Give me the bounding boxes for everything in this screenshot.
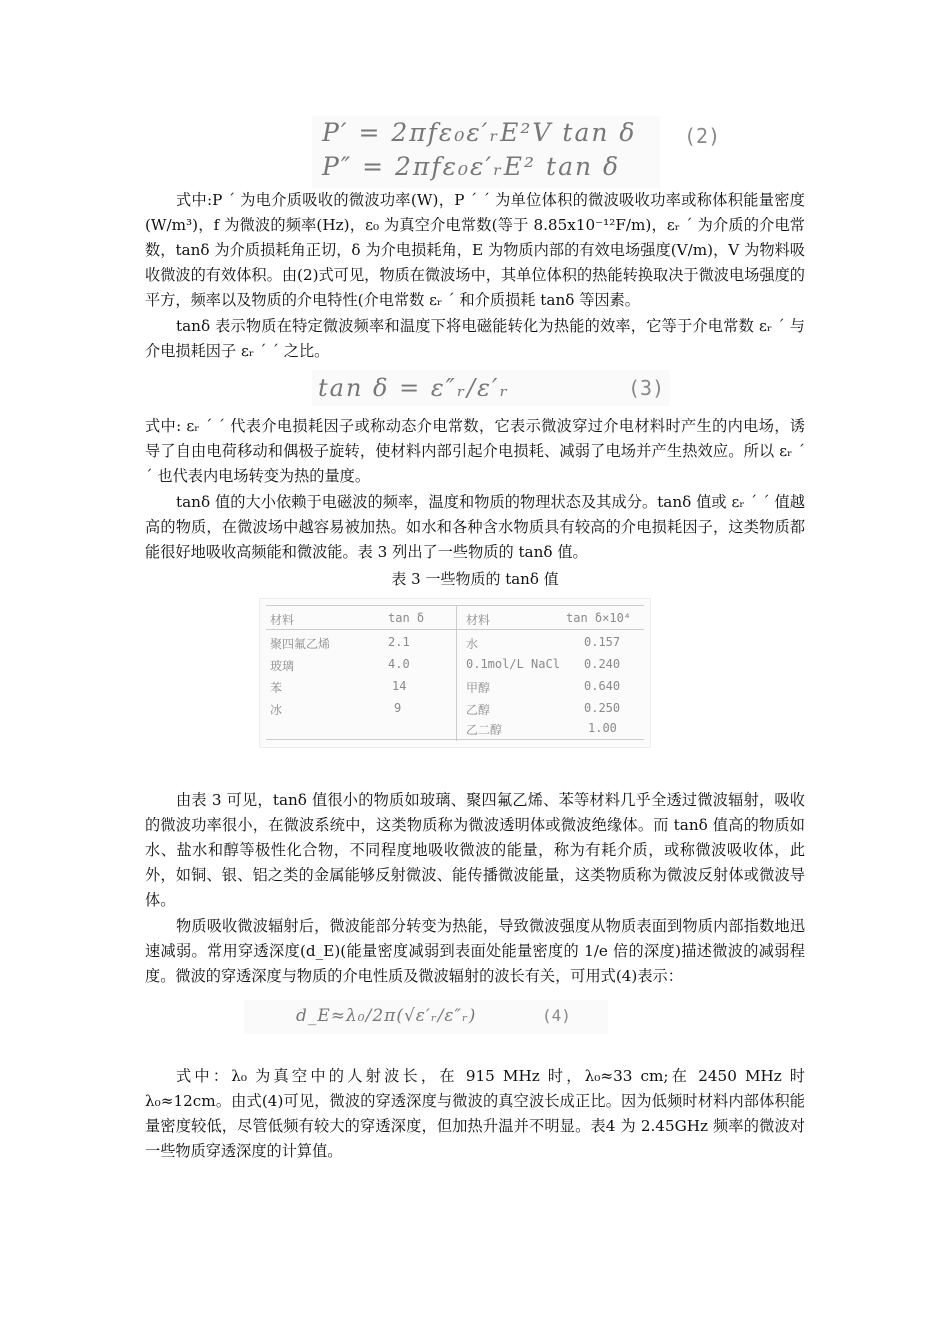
- table-cell: 9: [394, 701, 402, 715]
- table-cell: 乙醇: [466, 703, 491, 717]
- paragraph-2: tanδ 表示物质在特定微波频率和温度下将电磁能转化为热能的效率，它等于介电常数 εᵣ ´ 与介电损耗因子 εᵣ ´ ´ 之比。: [145, 317, 805, 360]
- table-cell: 0.640: [584, 679, 621, 693]
- paragraph-7: 式中：λ₀ 为真空中的人射波长，在 915 MHz 时，λ₀≈33 cm;在 2450 MHz 时 λ₀≈12cm。由式(4)可见，微波的穿透深度与微波的真空波长成正比。因为低频时材料内部体积能量密度较低，尽管低频有较大的穿透深度，但加热升温并不明显。表4 为 2.45GHz 频率的微波对一些物质穿透深度的计算值。: [145, 1067, 805, 1160]
- equation-3-number: (3): [628, 376, 665, 400]
- table-header-tan-left: tan δ: [388, 611, 425, 625]
- paragraph-5: 由表 3 可见，tanδ 值很小的物质如玻璃、聚四氟乙烯、苯等材料几乎全透过微波辐射，吸收的微波功率很小，在微波系统中，这类物质称为微波透明体或微波绝缘体。而 tanδ 值高的物质如水、盐水和醇等极性化合物，不同程度地吸收微波的能量，称为有耗介质，或称微波吸收体，此外，如铜、银、铝之类的金属能够反射微波、能传播微波能量，这类物质称为微波反射体或微波导体。: [145, 791, 805, 909]
- table-cell: 4.0: [388, 657, 410, 671]
- table-cell: 0.157: [584, 635, 621, 649]
- table-cell: 聚四氟乙烯: [270, 637, 331, 651]
- table-cell: 甲醇: [466, 681, 491, 695]
- table-cell: 1.00: [588, 721, 617, 735]
- paragraph-1: 式中:P ´ 为电介质吸收的微波功率(W)，P ´ ´ 为单位体积的微波吸收功率或称体积能量密度(W/m³)，f 为微波的频率(Hz)，ε₀ 为真空介电常数(等于 8.85x10⁻¹²F/m)，εᵣ ´ 为介质的介电常数，tanδ 为介质损耗角正切，δ 为介电损耗角，E 为物质内部的有效电场强度(V/m)，V 为物料吸收微波的有效体积。由(2)式可见，物质在微波场中，其单位体积的热能转换取决于微波电场强度的平方，频率以及物质的介电特性(介电常数 εᵣ ´ 和介质损耗 tanδ 等因素。: [145, 191, 805, 309]
- table-cell: 冰: [270, 703, 283, 717]
- table-cell: 2.1: [388, 635, 410, 649]
- equation-2-line2: P″ = 2πfε₀ε′ᵣE² tan δ: [322, 152, 621, 181]
- table-3: [259, 598, 651, 748]
- paragraph-3: 式中: εᵣ ´ ´ 代表介电损耗因子或称动态介电常数，它表示微波穿过介电材料时产生的内电场，诱导了自由电荷移动和偶极子旋转，使材料内部引起介电损耗、减弱了电场并产生热效应。所以 εᵣ ´ ´ 也代表内电场转变为热的量度。: [145, 417, 805, 485]
- paragraph-4: tanδ 值的大小依赖于电磁波的频率，温度和物质的物理状态及其成分。tanδ 值或 εᵣ ´ ´ 值越高的物质，在微波场中越容易被加热。如水和各种含水物质具有较高的介电损耗因子，这类物质都能很好地吸收高频能和微波能。表 3 列出了一些物质的 tanδ 值。: [145, 493, 805, 561]
- equation-2-number: (2): [684, 124, 721, 148]
- equation-4-number: (4): [542, 1006, 571, 1025]
- table-cell: 苯: [270, 681, 283, 695]
- table-cell: 0.240: [584, 657, 621, 671]
- table-cell: 玻璃: [270, 659, 295, 673]
- table-3-caption: 表 3 一些物质的 tanδ 值: [391, 570, 559, 588]
- table-cell: 乙二醇: [466, 723, 503, 737]
- table-cell: 0.1mol/L NaCl: [466, 657, 560, 671]
- table-header-material-right: 材料: [466, 613, 491, 627]
- equation-4-text: d_E≈λ₀/2π(√ε′ᵣ/ε″ᵣ): [296, 1006, 477, 1026]
- paragraph-6: 物质吸收微波辐射后，微波能部分转变为热能，导致微波强度从物质表面到物质内部指数地迅速减弱。常用穿透深度(d_E)(能量密度减弱到表面处能量密度的 1/e 倍的深度)描述微波的减弱程度。微波的穿透深度与物质的介电性质及微波辐射的波长有关，可用式(4)表示：: [145, 917, 805, 985]
- table-cell: 水: [466, 637, 479, 651]
- table-cell: 0.250: [584, 701, 621, 715]
- table-header-tan-right: tan δ×10⁴: [566, 611, 632, 625]
- table-header-material-left: 材料: [270, 613, 295, 627]
- table-cell: 14: [392, 679, 407, 693]
- equation-3-text: tan δ = ε″ᵣ/ε′ᵣ: [318, 374, 510, 402]
- equation-2-line1: P′ = 2πfε₀ε′ᵣE²V tan δ: [322, 118, 637, 147]
